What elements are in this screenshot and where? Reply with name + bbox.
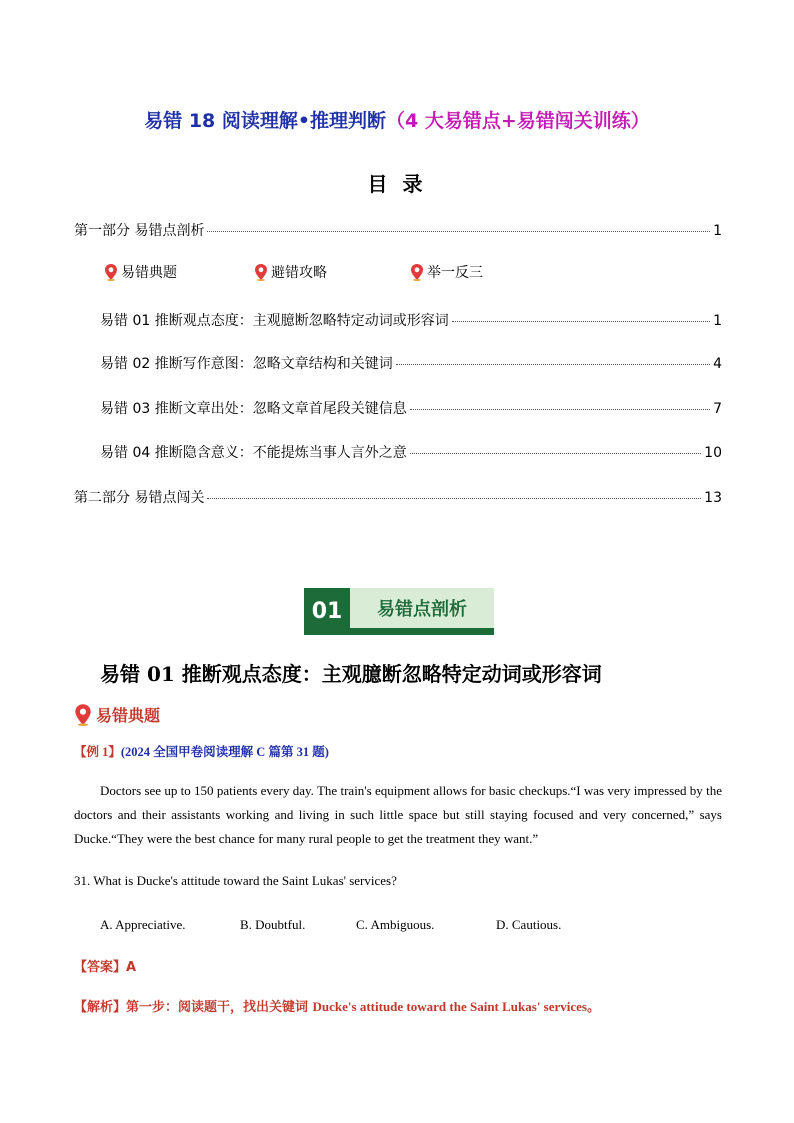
reading-passage: Doctors see up to 150 patients every day. The train's equipment allows for basic checkups.“I was very impressed by the doctors and their assistants working and living in such little space but still staying focused and very concerned,” says Ducke.“They were the best chance for many rural people to get the treatment they want.” <box>74 783 722 846</box>
example-header <box>74 742 329 760</box>
toc-entry-page: 1 <box>713 313 722 329</box>
question-text: 31. What is Ducke's attitude toward the Saint Lukas' services? <box>74 873 397 888</box>
toc-leader-dots <box>207 231 710 232</box>
toc-entry-label: 易错 03 推断文章出处：忽略文章首尾段关键信息 <box>100 401 407 417</box>
option-b[interactable]: B. Doubtful. <box>240 917 306 932</box>
toc-pin-label: 避错攻略 <box>271 265 327 281</box>
section-banner <box>304 588 494 635</box>
option-d[interactable]: D. Cautious. <box>496 917 562 932</box>
toc-entry-item-2[interactable] <box>100 353 722 373</box>
toc-pin-typical[interactable] <box>104 262 177 282</box>
answer-label: 【答案】 <box>74 960 127 975</box>
toc-entry-page: 1 <box>713 223 722 239</box>
document-title <box>0 106 794 133</box>
typical-question-text: 易错典题 <box>96 706 161 725</box>
option-c[interactable]: C. Ambiguous. <box>356 917 435 932</box>
title-sub: （4 大易错点+易错闯关训练） <box>386 110 650 132</box>
title-main: 易错 18 阅读理解•推理判断 <box>144 110 387 132</box>
analysis-text: 第一步：阅读题干，找出关键词 <box>126 1000 313 1015</box>
toc-pin-practice[interactable] <box>410 262 483 282</box>
analysis-label: 【解析】 <box>74 1000 127 1015</box>
toc-entry-label: 第二部分 易错点闯关 <box>74 490 205 506</box>
toc-entry-page: 7 <box>713 401 722 417</box>
map-pin-icon <box>254 263 268 281</box>
answer-line <box>74 956 136 975</box>
toc-entry-page: 4 <box>713 356 722 372</box>
map-pin-icon <box>410 263 424 281</box>
typical-question-label <box>74 703 160 726</box>
analysis-line <box>74 996 600 1015</box>
toc-entry-label: 易错 01 推断观点态度：主观臆断忽略特定动词或形容词 <box>100 313 449 329</box>
map-pin-icon <box>104 263 118 281</box>
toc-entry-item-3[interactable] <box>100 398 722 418</box>
toc-entry-part2[interactable] <box>74 487 722 507</box>
toc-leader-dots <box>410 453 701 454</box>
analysis-keyword: Ducke's attitude toward the Saint Lukas' services <box>312 999 587 1014</box>
banner-number: 01 <box>304 588 350 635</box>
toc-pin-strategy[interactable] <box>254 262 327 282</box>
toc-entry-page: 10 <box>704 445 722 461</box>
analysis-end: 。 <box>587 1000 601 1015</box>
toc-leader-dots <box>396 364 710 365</box>
option-a[interactable]: A. Appreciative. <box>100 917 186 932</box>
toc-entry-label: 易错 02 推断写作意图：忽略文章结构和关键词 <box>100 356 393 372</box>
toc-pin-label: 举一反三 <box>427 265 483 281</box>
banner-label: 易错点剖析 <box>350 588 494 628</box>
toc-entry-page: 13 <box>704 490 722 506</box>
section-heading: 易错 01 推断观点态度：主观臆断忽略特定动词或形容词 <box>100 662 602 686</box>
toc-entry-item-4[interactable] <box>100 442 722 462</box>
banner-underline <box>350 628 494 635</box>
toc-entry-label: 易错 04 推断隐含意义：不能提炼当事人言外之意 <box>100 445 407 461</box>
example-label: 【例 1】 <box>74 745 121 759</box>
example-source: (2024 全国甲卷阅读理解 C 篇第 31 题) <box>120 745 329 759</box>
toc-entry-item-1[interactable] <box>100 310 722 330</box>
answer-value: A <box>126 960 137 975</box>
map-pin-icon <box>74 703 92 726</box>
toc-leader-dots <box>410 409 710 410</box>
toc-entry-part1[interactable] <box>74 220 722 240</box>
toc-entry-label: 第一部分 易错点剖析 <box>74 223 205 239</box>
toc-pin-label: 易错典题 <box>121 265 177 281</box>
toc-leader-dots <box>207 498 701 499</box>
toc-heading: 目 录 <box>367 172 427 196</box>
toc-leader-dots <box>452 321 710 322</box>
